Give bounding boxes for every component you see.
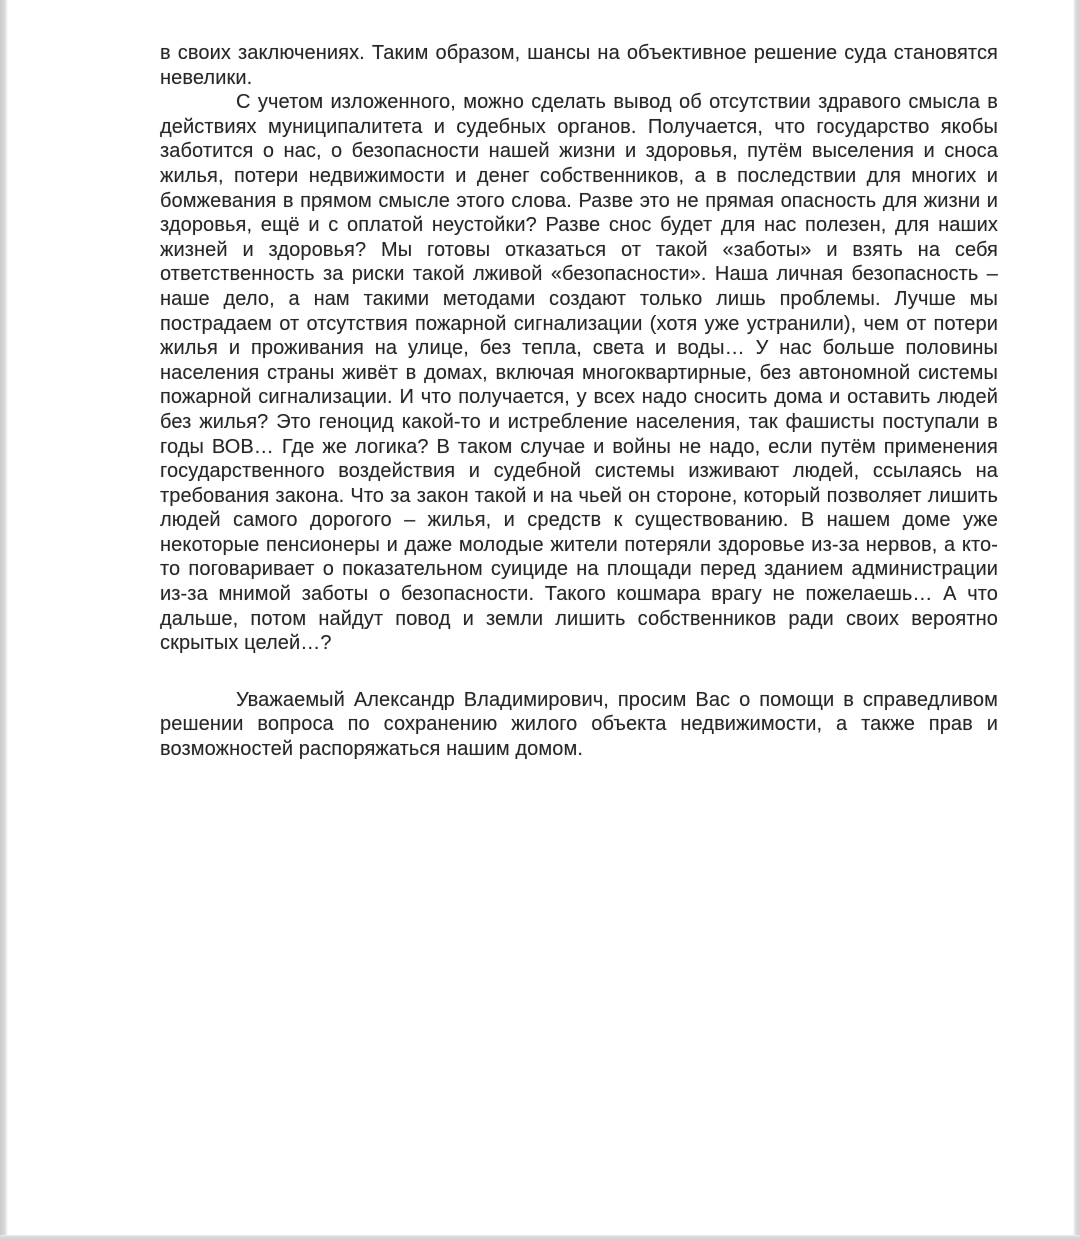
document-paragraph-continuation: в своих заключениях. Таким образом, шансы на объективное решение суда становятся невелики. xyxy=(160,42,998,89)
letter-body xyxy=(160,41,998,762)
page-photo-edge-right xyxy=(1073,0,1080,1240)
page-photo-edge-left xyxy=(0,0,8,1240)
page-photo-edge-bottom xyxy=(0,1235,1080,1240)
document-paragraph-main-argument: С учетом изложенного, можно сделать вывод об отсутствии здравого смысла в действиях муниципалитета и судебных органов. Получается, что государство якобы заботится о нас, о безопасности нашей жизни и здоровья, путём выселения и сноса жилья, потери недвижимости и денег собственников, а в последствии для многих и бомжевания в прямом смысле этого слова. Разве это не прямая опасность для жизни и здоровья, ещё и с оплатой неустойки? Разве снос будет для нас полезен, для наших жизней и здоровья? Мы готовы отказаться от такой «заботы» и взять на себя ответственность за риски такой лживой «безопасности». Наша личная безопасность – наше дело, а нам такими методами создают только лишь проблемы. Лучше мы пострадаем от отсутствия пожарной сигнализации (хотя уже устранили), чем от потери жилья и проживания на улице, без тепла, света и воды… У нас больше половины населения страны живёт в домах, включая многоквартирные, без автономной системы пожарной сигнализации. И что получается, у всех надо сносить дома и оставить людей без жилья? Это геноцид какой-то и истребление населения, так фашисты поступали в годы ВОВ… Где же логика? В таком случае и войны не надо, если путём применения государственного воздействия и судебной системы изживают людей, ссылаясь на требования закона. Что за закон такой и на чьей он стороне, который позволяет лишить людей самого дорогого – жилья, и средств к существованию. В нашем доме уже некоторые пенсионеры и даже молодые жители потеряли здоровье из-за нервов, а кто-то поговаривает о показательном суициде на площади перед зданием администрации из-за мнимой заботы о безопасности. Такого кошмара врагу не пожелаешь… А что дальше, потом найдут повод и земли лишить собственников ради своих вероятно скрытых целей…? xyxy=(160,91,998,655)
document-paragraph-appeal: Уважаемый Александр Владимирович, просим Вас о помощи в справедливом решении вопроса по сохранению жилого объекта недвижимости, а также прав и возможностей распоряжаться нашим домом. xyxy=(160,688,998,761)
